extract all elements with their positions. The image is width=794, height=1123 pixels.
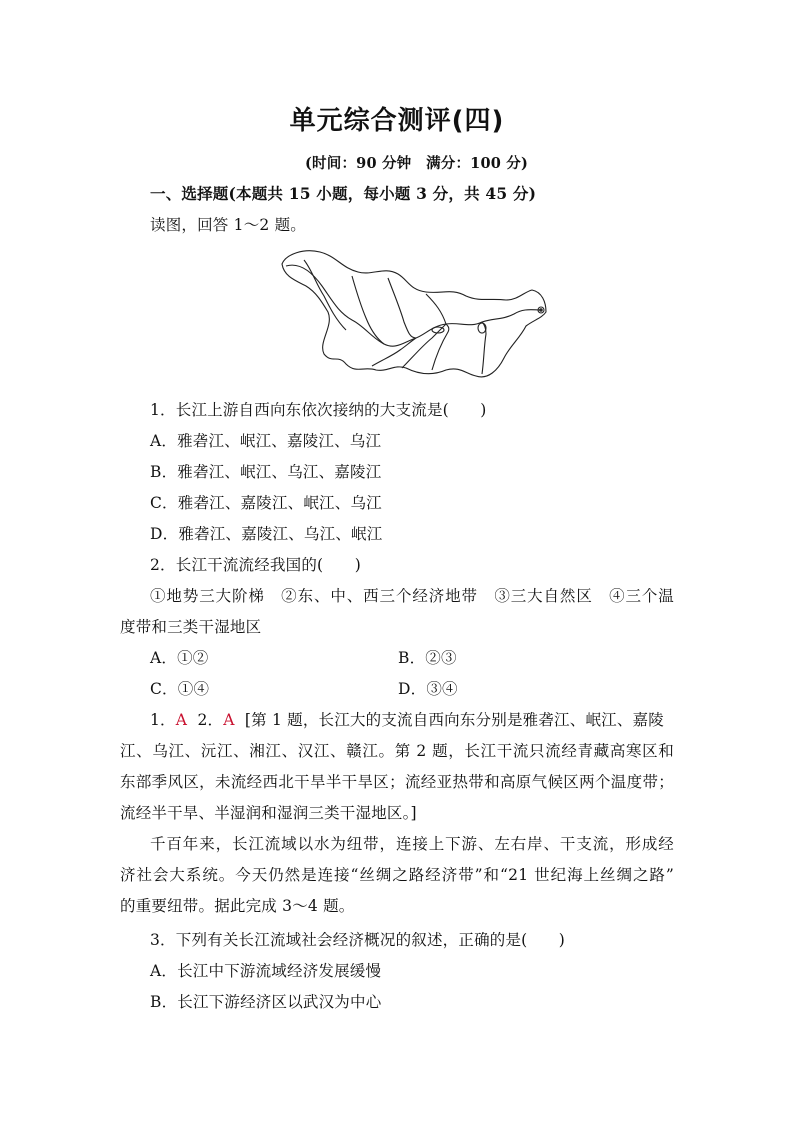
- answer-2-letter: A: [223, 711, 235, 729]
- question-2-statement-line2: 度带和三类干湿地区: [120, 618, 262, 636]
- question-1-option-c: C．雅砻江、嘉陵江、岷江、乌江: [150, 494, 382, 512]
- basin-outline: [282, 251, 546, 377]
- answer-explanation-line3: 东部季风区，未流经西北干旱半干旱区；流经亚热带和高原气候区两个温度带；: [120, 773, 674, 791]
- yangtze-basin-map: [276, 246, 552, 382]
- tributary-yuan: [402, 324, 446, 368]
- question-3-option-a: A．长江中下游流域经济发展缓慢: [150, 962, 382, 980]
- answer-explanation-line1: [第 1 题，长江大的支流自西向东分别是雅砻江、岷江、嘉陵: [244, 711, 664, 729]
- question-3-stem: 3．下列有关长江流域社会经济概况的叙述，正确的是( ): [150, 931, 566, 949]
- question-1-option-a: A．雅砻江、岷江、嘉陵江、乌江: [150, 432, 382, 450]
- intro-text: 读图，回答 1～2 题。: [150, 216, 306, 234]
- section-heading: 一、选择题(本题共 15 小题，每小题 3 分，共 45 分): [150, 184, 537, 203]
- answer-1-letter: A: [175, 711, 188, 729]
- passage-line2: 济社会大系统。今天仍然是连接“丝绸之路经济带”和“21 世纪海上丝绸之路”: [120, 866, 674, 884]
- question-3-option-b: B．长江下游经济区以武汉为中心: [150, 993, 382, 1011]
- tributary-min: [352, 276, 384, 344]
- page-title: 单元综合测评(四): [289, 106, 505, 136]
- question-2-option-b: B．②③: [398, 649, 457, 667]
- question-1-option-d: D．雅砻江、嘉陵江、乌江、岷江: [150, 525, 383, 543]
- exam-meta: (时间：90 分钟 满分：100 分): [305, 155, 529, 172]
- question-1-stem: 1．长江上游自西向东依次接纳的大支流是( ): [150, 401, 487, 419]
- passage-line1: 千百年来，长江流域以水为纽带，连接上下游、左右岸、干支流，形成经: [150, 835, 674, 853]
- question-2-stem: 2．长江干流流经我国的( ): [150, 556, 361, 574]
- question-2-option-a: A．①②: [150, 649, 209, 667]
- question-2-option-c: C．①④: [150, 680, 210, 698]
- question-2-option-d: D．③④: [398, 680, 458, 698]
- tributary-han: [426, 294, 446, 324]
- question-2-statement-line1: ①地势三大阶梯 ②东、中、西三个经济地带 ③三大自然区 ④三个温: [150, 587, 674, 605]
- tributary-xiang: [432, 324, 449, 370]
- tributary-yalong: [304, 260, 346, 330]
- answer-explanation-line2: 江、乌江、沅江、湘江、汉江、赣江。第 2 题，长江干流只流经青藏高寒区和: [120, 742, 674, 760]
- question-1-option-b: B．雅砻江、岷江、乌江、嘉陵江: [150, 463, 382, 481]
- answer-line-1: [150, 710, 664, 730]
- answer-1-number: 1．: [150, 711, 176, 729]
- answer-explanation-line4: 流经半干旱、半湿润和湿润三类干湿地区。]: [120, 804, 417, 822]
- tributary-jialing: [388, 278, 416, 338]
- tributary-wu: [372, 338, 416, 366]
- passage-line3: 的重要纽带。据此完成 3～4 题。: [120, 897, 355, 915]
- answer-2-number: 2．: [197, 711, 224, 729]
